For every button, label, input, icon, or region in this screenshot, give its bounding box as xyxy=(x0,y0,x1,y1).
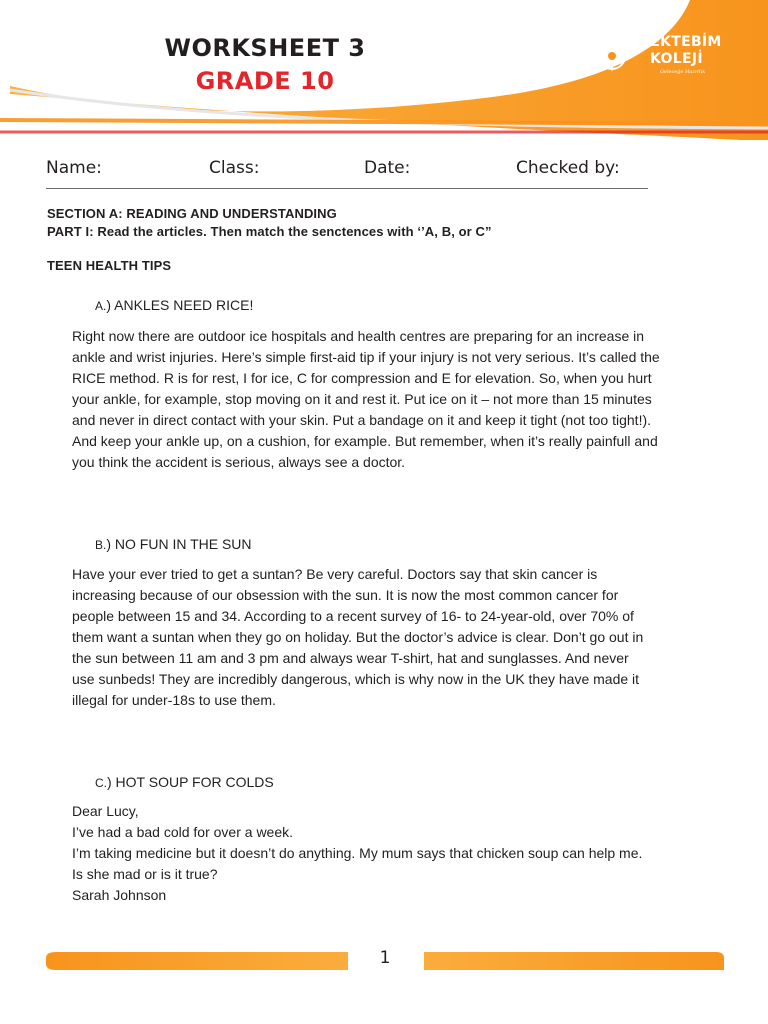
section-heading: SECTION A: READING AND UNDERSTANDING xyxy=(47,206,337,221)
article-title-text: ) NO FUN IN THE SUN xyxy=(106,536,252,552)
article-c-body: Dear Lucy, I’ve had a bad cold for over a week. I’m taking medicine but it doesn’t do anything. My mum says that chicken soup can help me. Is she mad or is it true? Sarah Johnson xyxy=(72,803,643,903)
checked-by-label: Checked by: xyxy=(516,158,620,178)
part-instructions: PART I: Read the articles. Then match the senctences with ‘’A, B, or C” xyxy=(47,224,492,239)
article-c-title xyxy=(95,774,274,790)
article-letter: C. xyxy=(95,776,107,790)
article-a-title xyxy=(95,297,253,313)
date-label: Date: xyxy=(364,158,411,178)
logo-line2: KOLEJİ xyxy=(650,51,703,67)
star-emblem-icon xyxy=(592,36,632,76)
article-a-body: Right now there are outdoor ice hospitals and health centres are preparing for an increase in ankle and wrist injuries. Here’s simple first-aid tip if your injury is not very serious. It’s called the RICE method. R is for rest, I for ice, C for compression and E for elevation. So, when you hurt your ankle, for example, stop moving on it and rest it. Put ice on it – not more than 15 minutes and never in direct contact with your skin. Put a bandage on it and keep it tight (not too tight!). And keep your ankle up, on a cushion, for example. But remember, when it’s really painfull and you think the accident is serious, always see a doctor. xyxy=(72,328,660,470)
page-number: 1 xyxy=(379,948,391,968)
article-b-body: Have your ever tried to get a suntan? Be very careful. Doctors say that skin cancer is increasing because of our obsession with the sun. It is now the most common cancer for people between 15 and 34. According to a recent survey of 16- to 24-year-old, over 70% of them want a suntan when they go on holiday. But the doctor’s advice is clear. Don’t go out in the sun between 11 am and 3 pm and always wear T-shirt, hat and sunglasses. And never use sunbeds! They are incredibly dangerous, which is why now in the UK they have made it illegal for under-18s to use them. xyxy=(72,566,644,708)
info-divider xyxy=(46,188,648,189)
article-letter: B. xyxy=(95,538,107,552)
article-title-text: ) HOT SOUP FOR COLDS xyxy=(107,774,274,790)
article-b-title xyxy=(95,536,252,552)
grade-title: GRADE 10 xyxy=(195,67,335,95)
article-title-text: ) ANKLES NEED RICE! xyxy=(106,297,254,313)
student-info-row xyxy=(0,158,768,184)
name-label: Name: xyxy=(46,158,102,178)
logo-line1: MEKTEBİM xyxy=(636,34,722,50)
school-logo xyxy=(592,32,732,92)
article-letter: A. xyxy=(95,299,107,313)
class-label: Class: xyxy=(209,158,260,178)
worksheet-title: WORKSHEET 3 xyxy=(164,34,366,62)
logo-tagline: Geleceğe Hazırlık xyxy=(660,69,706,75)
topic-title: TEEN HEALTH TIPS xyxy=(47,258,172,273)
